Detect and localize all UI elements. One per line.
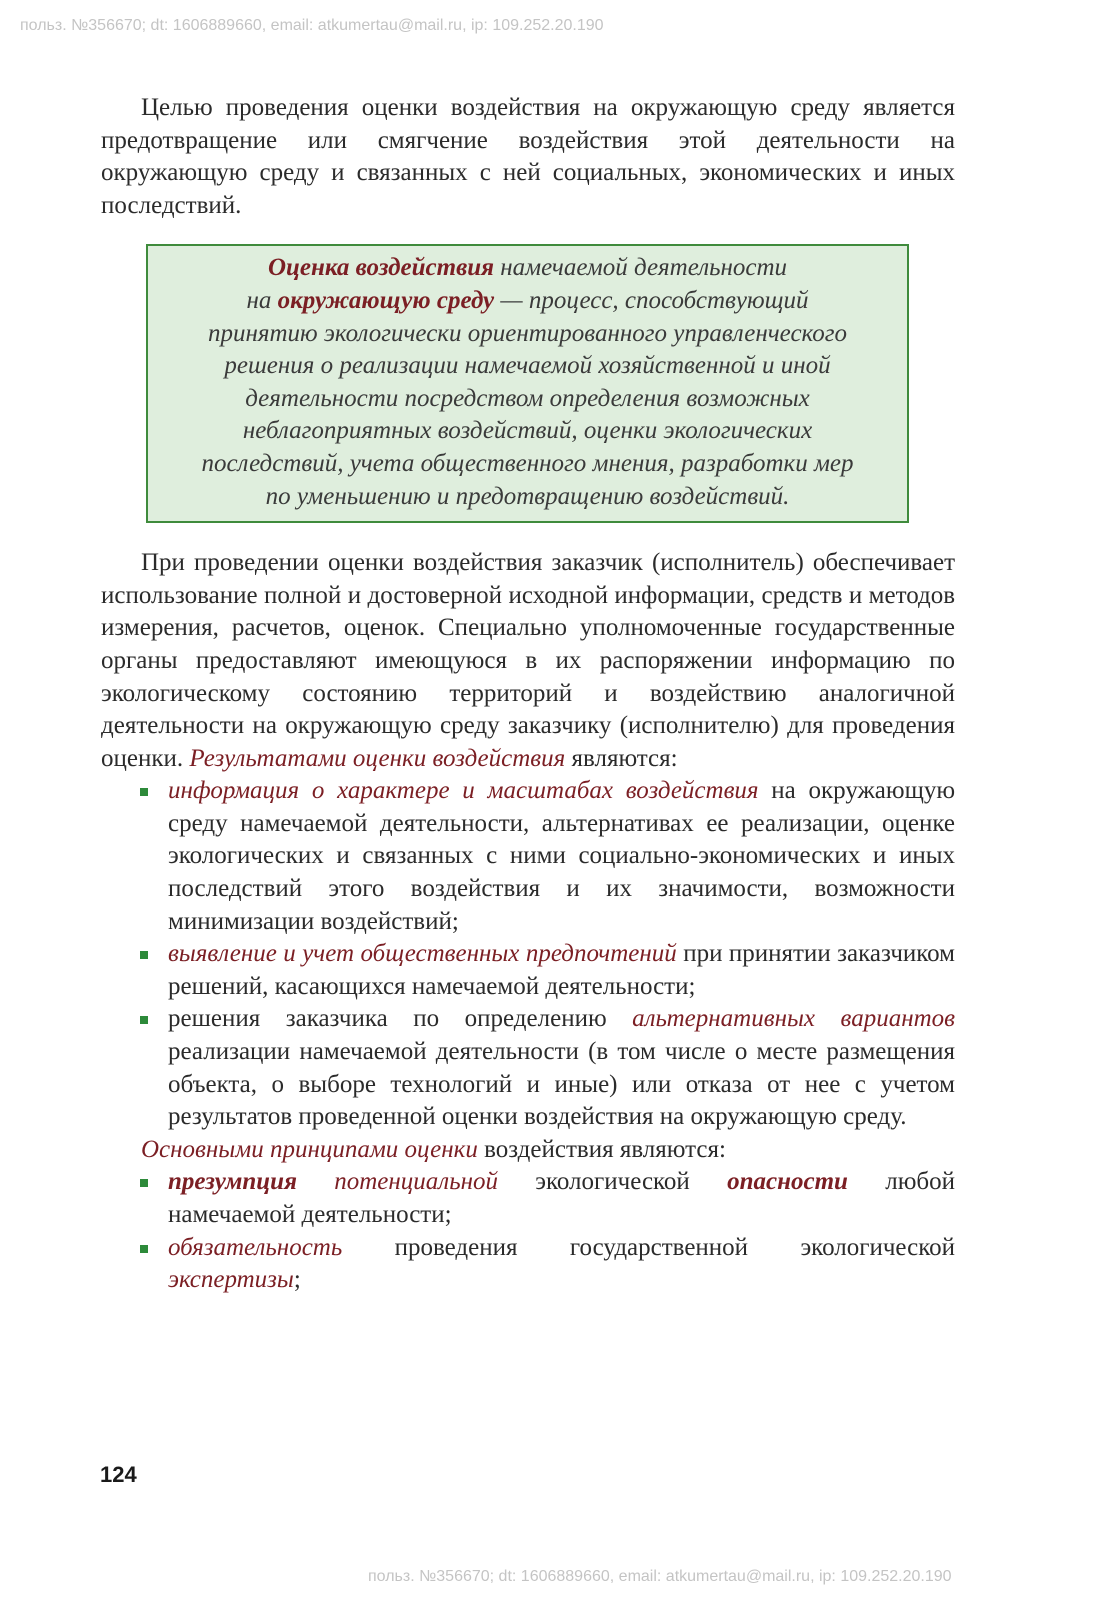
principles-intro: [101, 1134, 955, 1167]
definition-line-2: [158, 285, 897, 318]
definition-term-2: окружающую среду: [277, 286, 495, 314]
definition-line-8: по уменьшению и предотвращению воздействий.: [265, 482, 790, 510]
definition-line-6: неблагоприятных воздействий, оценки экологических: [242, 417, 813, 445]
definition-box: [146, 244, 909, 523]
definition-text-2: на: [246, 286, 278, 314]
definition-line-4: решения о реализации намечаемой хозяйственной и иной: [224, 352, 831, 380]
list-item-term-2: экспертизы: [168, 1266, 294, 1294]
list-item-text: реализации намечаемой деятельности (в том числе о месте размещения объекта, о выборе технологий и иные) или отказа от нее с учетом результатов проведенной оценки воздействия на окружающую среду.: [168, 1038, 955, 1131]
process-paragraph: [101, 547, 955, 775]
list-item-space: [297, 1168, 334, 1195]
watermark-bottom: польз. №356670; dt: 1606889660, email: atkumertau@mail.ru, ip: 109.252.20.190: [368, 1568, 952, 1585]
list-item-term: обязательность: [168, 1233, 343, 1261]
process-tail: являются:: [565, 744, 678, 772]
list-item: [168, 1003, 955, 1133]
definition-line-5: деятельности посредством определения возможных: [245, 384, 810, 412]
list-item-pre: решения заказчика по определению: [168, 1005, 633, 1033]
list-item-text: любой намечаемой деятельности;: [168, 1168, 955, 1228]
list-item-term: информация о характере и масштабах воздействия: [168, 777, 759, 805]
principles-list: [101, 1166, 955, 1296]
principles-term: Основными принципами оценки: [141, 1135, 478, 1163]
definition-line-3: принятию экологически ориентированного управленческого: [207, 319, 848, 347]
watermark-top: польз. №356670; dt: 1606889660, email: atkumertau@mail.ru, ip: 109.252.20.190: [20, 17, 604, 34]
list-item-text: на окружающую среду намечаемой деятельности, альтернативах ее реализации, оценке экологических и связанных с ними социально-экономических и иных последствий этого воздействия и их значимости, возможности минимизации воздействий;: [168, 777, 955, 935]
list-item-text: проведения государственной экологической: [342, 1233, 955, 1261]
list-item-term: выявление и учет общественных предпочтений: [168, 940, 677, 968]
definition-text-1: намечаемой деятельности: [494, 254, 788, 282]
page-content: [101, 92, 955, 1297]
definition-line-7: последствий, учета общественного мнения, разработки мер: [201, 449, 854, 477]
list-item-term-bold-2: опасности: [727, 1168, 848, 1196]
definition-text-3: — процесс, способствующий: [494, 286, 809, 314]
list-item: [168, 1232, 955, 1297]
principles-text: воздействия являются:: [477, 1135, 726, 1163]
list-item: [168, 775, 955, 938]
page-number: 124: [100, 1462, 137, 1487]
definition-term: Оценка воздействия: [267, 254, 495, 282]
process-text: При проведении оценки воздействия заказчик (исполнитель) обеспечивает использование полной и достоверной исходной информации, средств и методов измерения, расчетов, оценок. Специально уполномоченные государственные органы предоставляют имеющуюся в их распоряжении информацию по экологическому состоянию территорий и воздействию аналогичной деятельности на окружающую среду заказчику (исполнителю) для проведения оценки.: [101, 549, 955, 772]
list-item-term: альтернативных вариантов: [632, 1005, 956, 1033]
list-item: [168, 1166, 955, 1231]
results-term: Результатами оценки воздействия: [189, 744, 566, 772]
list-item-term-bold: презумпция: [168, 1168, 297, 1196]
list-item: [168, 938, 955, 1003]
list-item-text: при принятии заказчиком решений, касающихся намечаемой деятельности;: [168, 940, 955, 1000]
definition-line-1: [158, 252, 897, 285]
list-item-term: потенциальной: [334, 1168, 498, 1196]
list-item-mid: экологической: [497, 1168, 728, 1196]
intro-paragraph: Целью проведения оценки воздействия на окружающую среду является предотвращение или смягчение воздействия этой деятельности на окружающую среду и связанных с ней социальных, экономических и иных последствий.: [101, 94, 955, 219]
results-list: [101, 775, 955, 1134]
list-item-tail: ;: [293, 1266, 301, 1294]
